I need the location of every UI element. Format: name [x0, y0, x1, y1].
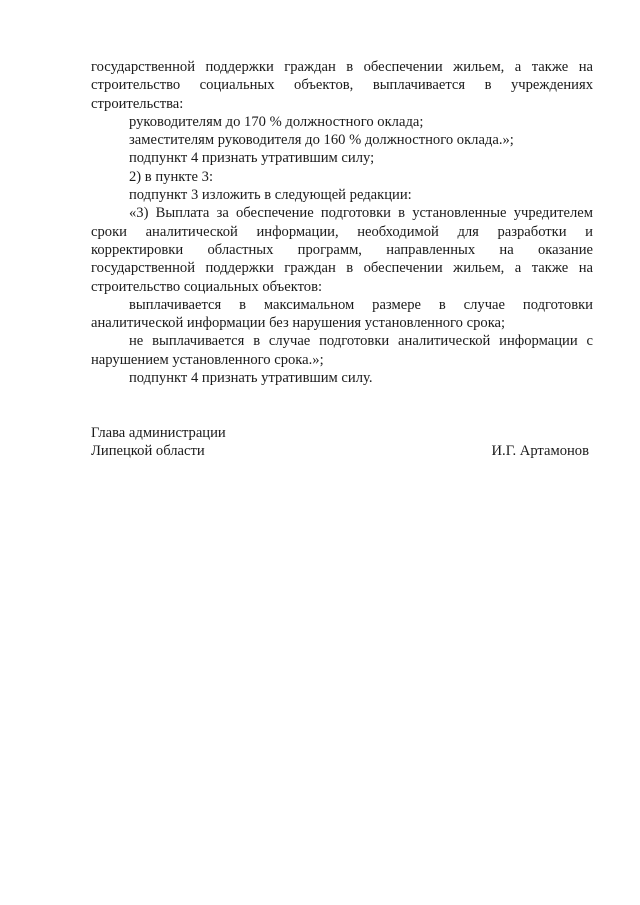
- paragraph: выплачивается в максимальном размере в случае подготовки аналитической информации без нарушения установленного срока;: [91, 296, 593, 332]
- paragraph: 2) в пункте 3:: [129, 168, 214, 185]
- paragraph: «3) Выплата за обеспечение подготовки в установленные учредителем сроки аналитической информации, необходимой для разработки и корректировки областных программ, направленных на оказание государственной поддержки граждан в обеспечении жильем, а также на строительство социальных объектов:: [91, 205, 593, 295]
- paragraph: не выплачивается в случае подготовки аналитической информации с нарушением установленного срока.»;: [91, 333, 593, 368]
- paragraph: руководителям до 170 % должностного оклада;: [129, 113, 424, 130]
- paragraph: государственной поддержки граждан в обеспечении жильем, а также на строительство социальных объектов, выплачивается в учреждениях строительства:: [91, 59, 593, 112]
- paragraph: заместителям руководителя до 160 % должностного оклада.»;: [129, 132, 514, 149]
- paragraph: подпункт 4 признать утратившим силу;: [129, 150, 375, 167]
- signature-block: [91, 424, 593, 461]
- signatory-position-line1: Глава администрации: [91, 425, 226, 441]
- paragraph: подпункт 4 признать утратившим силу.: [129, 370, 373, 387]
- signatory-name: И.Г. Артамонов: [491, 443, 589, 460]
- document-body: [91, 58, 593, 387]
- paragraph: подпункт 3 изложить в следующей редакции:: [129, 187, 412, 204]
- signatory-position-line2: Липецкой области: [91, 443, 205, 460]
- signature-line: [91, 442, 593, 460]
